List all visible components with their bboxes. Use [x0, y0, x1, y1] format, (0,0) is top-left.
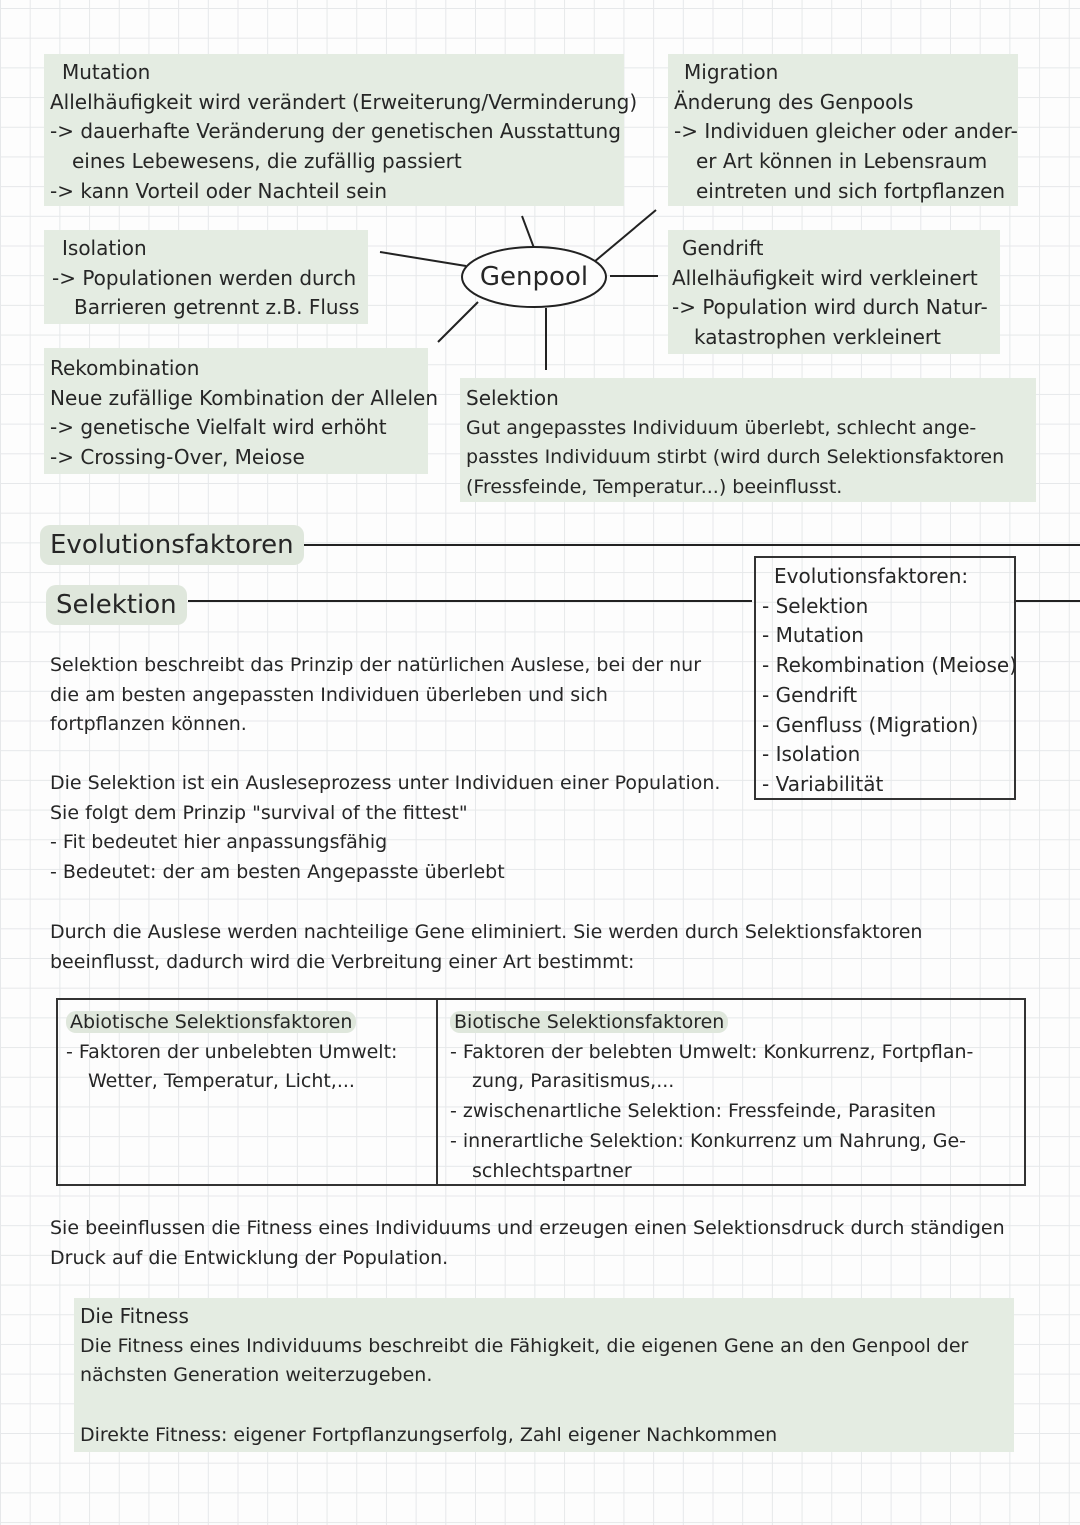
paragraph-line: Selektion beschreibt das Prinzip der natürlichen Auslese, bei der nur [50, 654, 702, 676]
selektion-box [460, 378, 1036, 502]
gendrift-line: -> Population wird durch Natur- [672, 295, 988, 320]
factor-item: - Selektion [762, 593, 869, 618]
table-cell-abiotisch [66, 1008, 397, 1097]
paragraph-auslese [50, 918, 922, 977]
rekombination-line: -> genetische Vielfalt wird erhöht [50, 415, 387, 440]
paragraph-line: fortpflanzen können. [50, 713, 247, 736]
gendrift-line: katastrophen verkleinert [694, 325, 941, 350]
mutation-box [44, 54, 638, 206]
isolation-line: Barrieren getrennt z.B. Fluss [74, 295, 360, 320]
mutation-line: Allelhäufigkeit wird verändert (Erweiterung/Verminderung) [50, 89, 638, 114]
mutation-line: -> kann Vorteil oder Nachteil sein [50, 178, 388, 203]
fitness-line: nächsten Generation weiterzugeben. [80, 1364, 433, 1387]
factor-item: - Genfluss (Migration) [762, 712, 979, 737]
abiotisch-line: - Faktoren der unbelebten Umwelt: [66, 1040, 398, 1063]
genpool-label: Genpool [479, 262, 589, 292]
mutation-line: -> dauerhafte Veränderung der genetischen Ausstattung [50, 119, 621, 144]
factor-item: - Variabilität [762, 771, 884, 796]
paragraph-selektion-definition [50, 651, 701, 740]
table-divider [436, 1000, 438, 1184]
migration-box [668, 54, 1018, 206]
gendrift-title: Gendrift [682, 236, 764, 260]
biotisch-line: schlechtspartner [472, 1159, 632, 1182]
mutation-line: eines Lebewesens, die zufällig passiert [72, 149, 462, 174]
factor-list-title: Evolutionsfaktoren: [774, 564, 969, 588]
biotisch-line: - Faktoren der belebten Umwelt: Konkurrenz, Fortpflan- [450, 1040, 974, 1063]
fitness-box [74, 1298, 1014, 1452]
rekombination-line: Neue zufällige Kombination der Allelen [50, 385, 439, 410]
rekombination-box [44, 348, 439, 474]
rekombination-line: -> Crossing-Over, Meiose [50, 445, 305, 470]
fitness-line: Die Fitness eines Individuums beschreibt die Fähigkeit, die eigenen Gene an den Genpool der [80, 1334, 969, 1357]
paragraph-line: beeinflusst, dadurch wird die Verbreitung einer Art bestimmt: [50, 950, 635, 973]
mutation-title: Mutation [62, 60, 151, 84]
biotisch-title: Biotische Selektionsfaktoren [450, 1011, 728, 1033]
migration-line: -> Individuen gleicher oder ander- [674, 119, 1018, 144]
factor-item: - Isolation [762, 742, 861, 767]
isolation-title: Isolation [62, 236, 147, 260]
paragraph-line: Sie beeinflussen die Fitness eines Individuums und erzeugen einen Selektionsdruck durch ständigen [50, 1217, 1005, 1239]
migration-line: Änderung des Genpools [674, 89, 914, 114]
isolation-box [44, 230, 368, 324]
selektion-line: (Fressfeinde, Temperatur...) beeinflusst. [466, 476, 843, 499]
factor-item: - Rekombination (Meiose) [762, 653, 1017, 678]
heading-selektion: Selektion [46, 585, 187, 625]
paragraph-line: die am besten angepassten Individuen überleben und sich [50, 683, 608, 706]
biotisch-line: zung, Parasitismus,... [472, 1070, 675, 1093]
migration-line: eintreten und sich fortpflanzen [696, 178, 1006, 203]
factor-item: - Gendrift [762, 682, 858, 707]
selektion-line: passtes Individuum stirbt (wird durch Selektionsfaktoren [466, 446, 1005, 469]
factor-list-box [754, 556, 1016, 800]
paragraph-line: Sie folgt dem Prinzip "survival of the fittest" [50, 801, 468, 824]
biotisch-line: - innerartliche Selektion: Konkurrenz um Nahrung, Ge- [450, 1129, 967, 1152]
selektionsfaktoren-table [56, 998, 1026, 1186]
table-cell-biotisch [450, 1008, 973, 1186]
paragraph-line: Durch die Auslese werden nachteilige Gene eliminiert. Sie werden durch Selektionsfaktoren [50, 921, 923, 943]
gendrift-box [668, 230, 1000, 354]
paragraph-ausleseprozess [50, 769, 720, 888]
paragraph-line: Die Selektion ist ein Ausleseprozess unter Individuen einer Population. [50, 772, 721, 794]
heading-evolutionsfaktoren: Evolutionsfaktoren [40, 525, 304, 565]
factor-item: - Mutation [762, 623, 864, 648]
migration-line: er Art können in Lebensraum [696, 149, 988, 174]
gendrift-line: Allelhäufigkeit wird verkleinert [672, 265, 978, 290]
paragraph-line: - Bedeutet: der am besten Angepasste überlebt [50, 861, 505, 884]
paragraph-fitness-einfluss [50, 1214, 1005, 1273]
migration-title: Migration [684, 60, 779, 84]
selektion-line: Gut angepasstes Individuum überlebt, schlecht ange- [466, 416, 977, 439]
rekombination-title: Rekombination [50, 356, 200, 380]
abiotisch-line: Wetter, Temperatur, Licht,... [88, 1070, 355, 1093]
paragraph-line: Druck auf die Entwicklung der Population. [50, 1246, 449, 1269]
fitness-direct: Direkte Fitness: eigener Fortpflanzungserfolg, Zahl eigener Nachkommen [80, 1423, 778, 1446]
fitness-title: Die Fitness [80, 1304, 189, 1328]
selektion-title: Selektion [466, 386, 559, 410]
isolation-line: -> Populationen werden durch [52, 265, 357, 290]
paragraph-line: - Fit bedeutet hier anpassungsfähig [50, 831, 388, 854]
abiotisch-title: Abiotische Selektionsfaktoren [66, 1011, 356, 1033]
biotisch-line: - zwischenartliche Selektion: Fressfeinde, Parasiten [450, 1100, 937, 1123]
